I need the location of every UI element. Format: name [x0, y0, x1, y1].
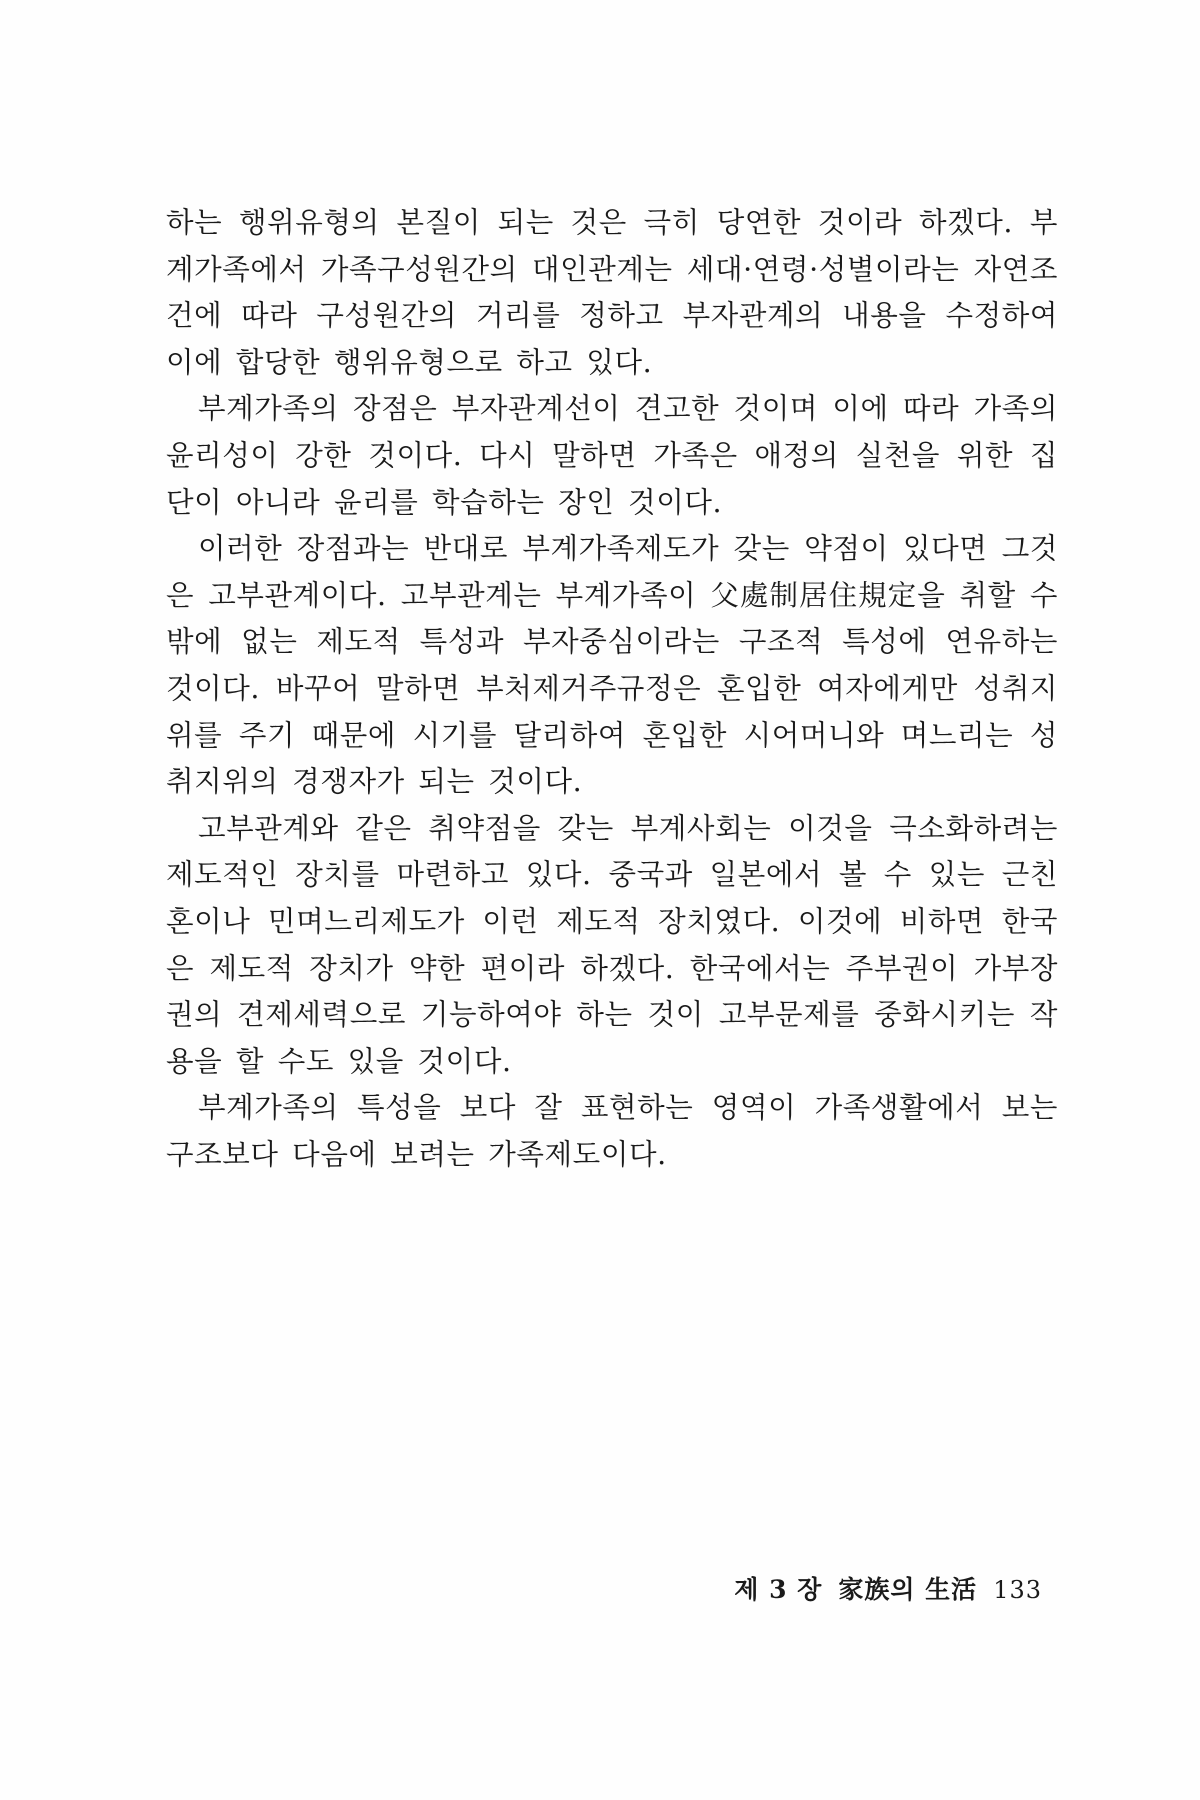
- page-footer: [734, 1570, 1042, 1606]
- paragraph-1: 하는 행위유형의 본질이 되는 것은 극히 당연한 것이라 하겠다. 부계가족에서 가족구성원간의 대인관계는 세대·연령·성별이라는 자연조건에 따라 구성원간의 거리를 정하고 부자관계의 내용을 수정하여 이에 합당한 행위유형으로 하고 있다.: [166, 206, 1058, 379]
- paragraph-3: 이러한 장점과는 반대로 부계가족제도가 갖는 약점이 있다면 그것은 고부관계이다. 고부관계는 부계가족이 父處制居住規定을 취할 수밖에 없는 제도적 특성과 부자중심이라는 구조적 특성에 연유하는 것이다. 바꾸어 말하면 부처제거주규정은 혼입한 여자에게만 성취지위를 주기 때문에 시기를 달리하여 혼입한 시어머니와 며느리는 성취지위의 경쟁자가 되는 것이다.: [166, 532, 1058, 799]
- body-text: [166, 200, 1058, 1178]
- page-number: 133: [993, 1576, 1042, 1604]
- paragraph-2: 부계가족의 장점은 부자관계선이 견고한 것이며 이에 따라 가족의 윤리성이 강한 것이다. 다시 말하면 가족은 애정의 실천을 위한 집단이 아니라 윤리를 학습하는 장인 것이다.: [166, 392, 1058, 519]
- paragraph-5: 부계가족의 특성을 보다 잘 표현하는 영역이 가족생활에서 보는 구조보다 다음에 보려는 가족제도이다.: [166, 1091, 1058, 1171]
- chapter-title: 家族의 生活: [838, 1575, 978, 1604]
- paragraph-4: 고부관계와 같은 취약점을 갖는 부계사회는 이것을 극소화하려는 제도적인 장치를 마련하고 있다. 중국과 일본에서 볼 수 있는 근친혼이나 민며느리제도가 이런 제도적 장치였다. 이것에 비하면 한국은 제도적 장치가 약한 편이라 하겠다. 한국에서는 주부권이 가부장권의 견제세력으로 기능하여야 하는 것이 고부문제를 중화시키는 작용을 할 수도 있을 것이다.: [166, 811, 1058, 1078]
- chapter-label: 제 3 장: [734, 1575, 823, 1604]
